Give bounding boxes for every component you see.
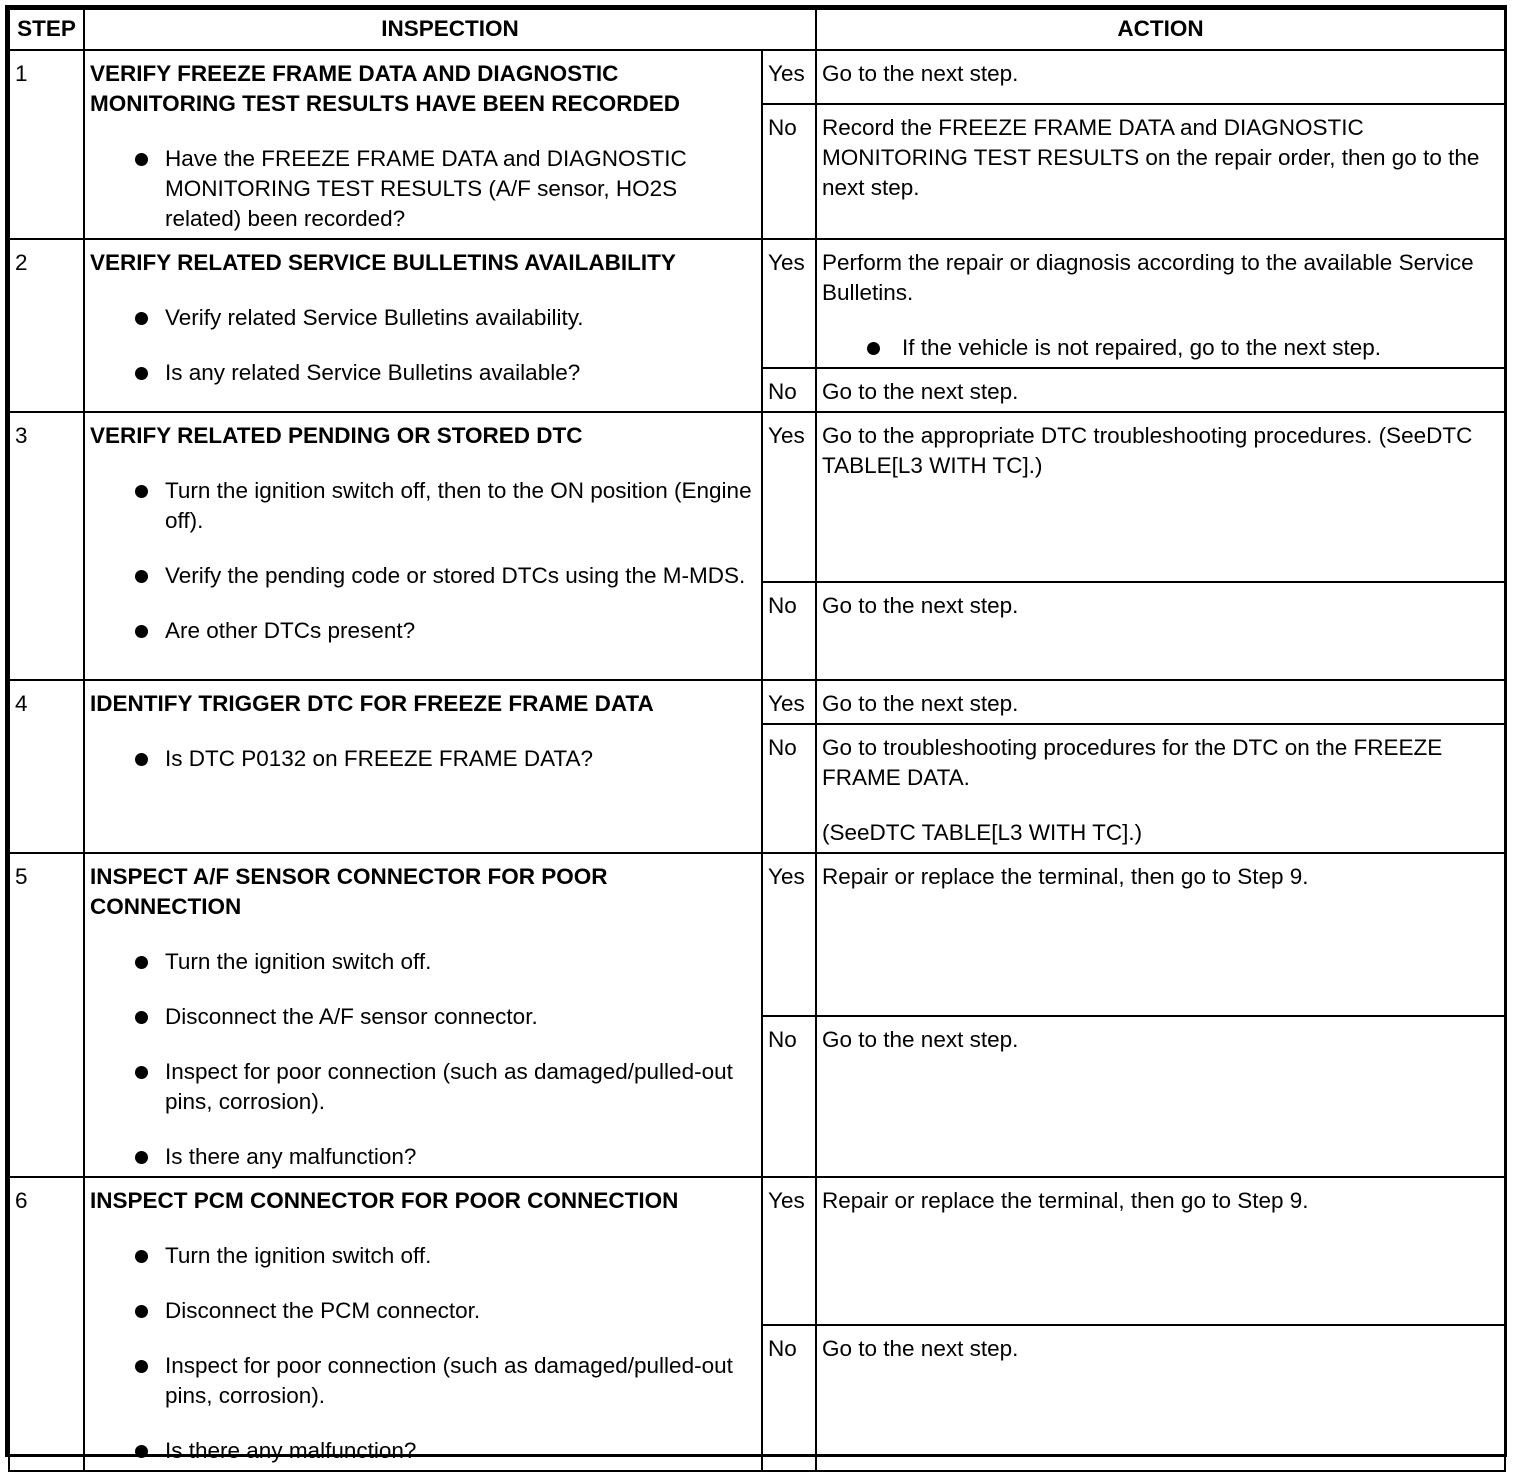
inspection-bullet: Turn the ignition switch off.	[90, 947, 757, 977]
inspection-bullet: Verify the pending code or stored DTCs using the M-MDS.	[90, 561, 757, 591]
yes-action-cell	[816, 1177, 1505, 1325]
no-action-cell	[816, 1325, 1505, 1472]
no-action-text: Go to the next step.	[822, 593, 1019, 618]
inspection-bullet: Inspect for poor connection (such as damaged/pulled-out pins, corrosion).	[90, 1057, 757, 1117]
yes-action-cell	[816, 853, 1505, 1016]
yes-label: Yes	[762, 853, 816, 1016]
yes-label: Yes	[762, 412, 816, 582]
yes-action-cell	[816, 239, 1505, 368]
step-number: 3	[9, 412, 84, 680]
no-label: No	[762, 104, 816, 239]
inspection-cell	[84, 1177, 762, 1471]
inspection-bullet: Is there any malfunction?	[90, 1142, 757, 1172]
inspection-title: VERIFY FREEZE FRAME DATA AND DIAGNOSTIC MONITORING TEST RESULTS HAVE BEEN RECORDED	[90, 61, 681, 116]
inspection-bullet-list	[90, 947, 757, 1172]
step-row	[9, 853, 1505, 1016]
inspection-bullet: Are other DTCs present?	[90, 616, 757, 646]
yes-action-text: Go to the appropriate DTC troubleshooting procedures. (SeeDTC TABLE[L3 WITH TC].)	[822, 423, 1473, 478]
inspection-cell	[84, 239, 762, 412]
inspection-title: VERIFY RELATED SERVICE BULLETINS AVAILABILITY	[90, 250, 676, 275]
inspection-bullet-list	[90, 144, 757, 234]
inspection-bullet: Turn the ignition switch off.	[90, 1241, 757, 1271]
inspection-bullet-list	[90, 476, 757, 646]
no-action-cell	[816, 104, 1505, 239]
diagnostic-table	[8, 8, 1506, 1472]
yes-label: Yes	[762, 1177, 816, 1325]
inspection-title: IDENTIFY TRIGGER DTC FOR FREEZE FRAME DATA	[90, 691, 654, 716]
inspection-title: VERIFY RELATED PENDING OR STORED DTC	[90, 423, 583, 448]
inspection-bullet: Is any related Service Bulletins available?	[90, 358, 757, 388]
no-label: No	[762, 1016, 816, 1177]
step-number: 6	[9, 1177, 84, 1471]
yes-action-text: Repair or replace the terminal, then go to Step 9.	[822, 864, 1309, 889]
header-row	[9, 9, 1505, 50]
step-number: 4	[9, 680, 84, 853]
step-row	[9, 1177, 1505, 1325]
yes-action-cell	[816, 680, 1505, 724]
inspection-bullet: Disconnect the A/F sensor connector.	[90, 1002, 757, 1032]
inspection-bullet: Verify related Service Bulletins availability.	[90, 303, 757, 333]
no-action-cell	[816, 724, 1505, 853]
no-action-text: Go to the next step.	[822, 1335, 1019, 1361]
step-number: 5	[9, 853, 84, 1177]
inspection-title: INSPECT A/F SENSOR CONNECTOR FOR POOR CONNECTION	[90, 864, 608, 919]
no-label: No	[762, 582, 816, 680]
step-row	[9, 680, 1505, 724]
yes-label: Yes	[762, 680, 816, 724]
header-step: STEP	[9, 9, 84, 50]
action-bullet-list	[822, 333, 1500, 363]
no-action-text: (SeeDTC TABLE[L3 WITH TC].)	[822, 820, 1143, 845]
inspection-bullet: Turn the ignition switch off, then to the ON position (Engine off).	[90, 476, 757, 536]
no-action-text: Record the FREEZE FRAME DATA and DIAGNOSTIC MONITORING TEST RESULTS on the repair order, then go to the next step.	[822, 115, 1480, 201]
no-action-cell	[816, 582, 1505, 680]
inspection-cell	[84, 853, 762, 1177]
step-number: 2	[9, 239, 84, 412]
inspection-bullet-list	[90, 303, 757, 388]
inspection-bullet: Inspect for poor connection (such as damaged/pulled-out pins, corrosion).	[90, 1351, 757, 1411]
inspection-bullet: Is DTC P0132 on FREEZE FRAME DATA?	[90, 744, 757, 774]
yes-action-text: Go to the next step.	[822, 691, 1019, 716]
no-action-cell	[816, 1016, 1505, 1177]
step-row	[9, 412, 1505, 582]
inspection-cell	[84, 50, 762, 239]
step-number: 1	[9, 50, 84, 239]
inspection-bullet: Disconnect the PCM connector.	[90, 1296, 757, 1326]
yes-action-cell	[816, 412, 1505, 582]
no-label: No	[762, 724, 816, 853]
header-inspection: INSPECTION	[84, 9, 816, 50]
yes-action-text: Perform the repair or diagnosis according to the available Service Bulletins.	[822, 250, 1474, 305]
inspection-bullet-list	[90, 1241, 757, 1466]
step-row	[9, 50, 1505, 104]
inspection-bullet-list	[90, 744, 757, 774]
no-action-text: Go to troubleshooting procedures for the DTC on the FREEZE FRAME DATA.	[822, 735, 1443, 790]
inspection-bullet: Is there any malfunction?	[90, 1436, 757, 1466]
yes-action-text: Go to the next step.	[822, 61, 1019, 86]
inspection-cell	[84, 680, 762, 853]
no-action-text: Go to the next step.	[822, 379, 1019, 404]
yes-label: Yes	[762, 239, 816, 368]
no-action-cell	[816, 368, 1505, 412]
inspection-title: INSPECT PCM CONNECTOR FOR POOR CONNECTION	[90, 1188, 679, 1213]
step-row	[9, 239, 1505, 368]
yes-action-cell	[816, 50, 1505, 104]
action-bullet: If the vehicle is not repaired, go to the next step.	[822, 333, 1500, 363]
header-action: ACTION	[816, 9, 1505, 50]
inspection-cell	[84, 412, 762, 680]
no-action-text: Go to the next step.	[822, 1027, 1019, 1052]
no-label: No	[762, 1325, 816, 1472]
inspection-bullet: Have the FREEZE FRAME DATA and DIAGNOSTIC MONITORING TEST RESULTS (A/F sensor, HO2S related) been recorded?	[90, 144, 757, 234]
yes-label: Yes	[762, 50, 816, 104]
no-label: No	[762, 368, 816, 412]
yes-action-text: Repair or replace the terminal, then go to Step 9.	[822, 1188, 1309, 1213]
